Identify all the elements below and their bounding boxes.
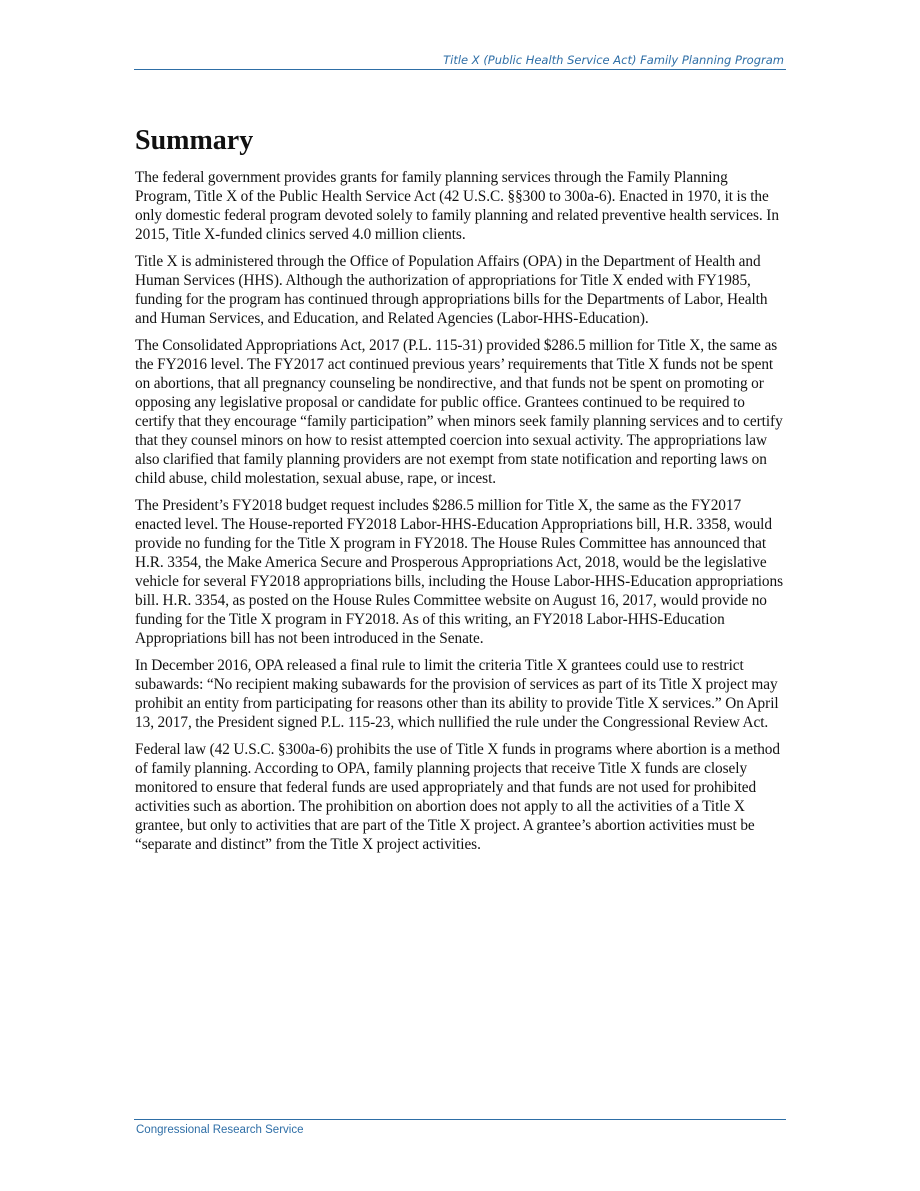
- summary-heading: Summary: [135, 125, 254, 156]
- summary-paragraph-5: In December 2016, OPA released a final rule to limit the criteria Title X grantees could use to restrict subawards: “No recipient making subawards for the provision of services as part of its Title X project may prohibit an entity from participating for reasons other than its ability to provide Title X services.” On April 13, 2017, the President signed P.L. 115-23, which nullified the rule under the Congressional Review Act.: [135, 657, 779, 731]
- summary-paragraph-2: Title X is administered through the Office of Population Affairs (OPA) in the Department of Health and Human Services (HHS). Although the authorization of appropriations for Title X ended with FY1985, funding for the program has continued through appropriations bills for the Departments of Labor, Health and Human Services, and Education, and Related Agencies (Labor-HHS-Education).: [135, 253, 768, 327]
- summary-paragraph-4: The President’s FY2018 budget request includes $286.5 million for Title X, the same as the FY2017 enacted level. The House-reported FY2018 Labor-HHS-Education Appropriations bill, H.R. 3358, would provide no funding for the Title X program in FY2018. The House Rules Committee has announced that H.R. 3354, the Make America Secure and Prosperous Appropriations Act, 2018, would be the legislative vehicle for several FY2018 appropriations bills, including the House Labor-HHS-Education appropriations bill. H.R. 3354, as posted on the House Rules Committee website on August 16, 2017, would provide no funding for the Title X program in FY2018. As of this writing, an FY2018 Labor-HHS-Education Appropriations bill has not been introduced in the Senate.: [135, 497, 784, 647]
- summary-body: [135, 168, 787, 862]
- page-header: [134, 52, 786, 70]
- summary-paragraph-3: The Consolidated Appropriations Act, 2017 (P.L. 115-31) provided $286.5 million for Title X, the same as the FY2016 level. The FY2017 act continued previous years’ requirements that Title X funds not be spent on abortions, that all pregnancy counseling be nondirective, and that funds not be spent on promoting or opposing any legislative proposal or candidate for public office. Grantees continued to be required to certify that they encourage “family participation” when minors seek family planning services and to certify that they counsel minors on how to resist attempted coercion into sexual activity. The appropriations law also clarified that family planning providers are not exempt from state notification and reporting laws on child abuse, child molestation, sexual abuse, rape, or incest.: [135, 337, 783, 487]
- footer-publisher: Congressional Research Service: [136, 1124, 304, 1136]
- summary-paragraph-6: Federal law (42 U.S.C. §300a-6) prohibits the use of Title X funds in programs where abortion is a method of family planning. According to OPA, family planning projects that receive Title X funds are closely monitored to ensure that federal funds are used appropriately and that funds are not used for prohibited activities such as abortion. The prohibition on abortion does not apply to all the activities of a Title X grantee, but only to activities that are part of the Title X project. A grantee’s abortion activities must be “separate and distinct” from the Title X project activities.: [135, 741, 780, 853]
- page-footer: [134, 1119, 786, 1136]
- summary-paragraph-1: The federal government provides grants for family planning services through the Family Planning Program, Title X of the Public Health Service Act (42 U.S.C. §§300 to 300a-6). Enacted in 1970, it is the only domestic federal program devoted solely to family planning and related preventive health services. In 2015, Title X-funded clinics served 4.0 million clients.: [135, 169, 779, 243]
- running-title: Title X (Public Health Service Act) Family Planning Program: [443, 53, 784, 67]
